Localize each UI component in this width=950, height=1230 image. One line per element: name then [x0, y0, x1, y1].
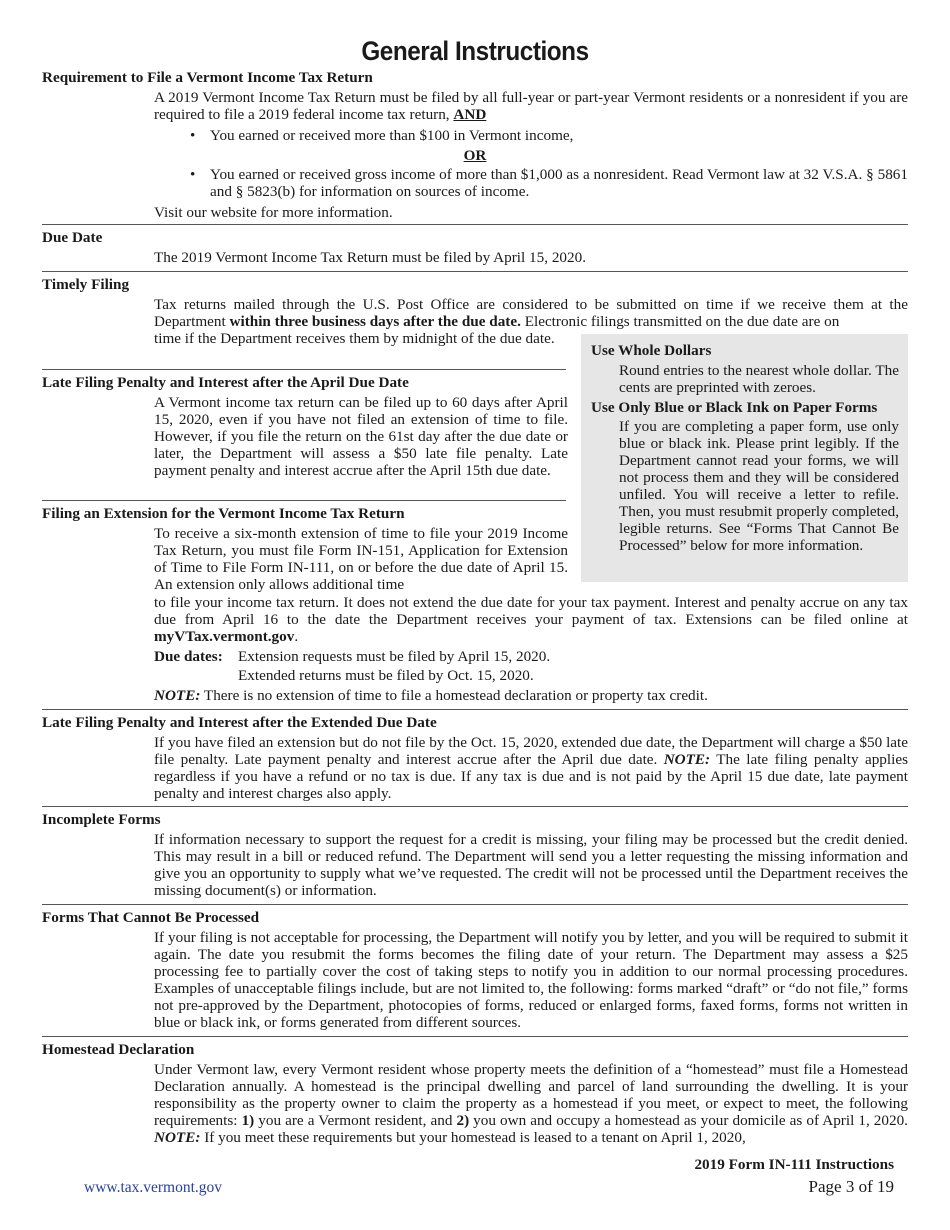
req-visit: Visit our website for more information.: [154, 204, 393, 221]
divider: [42, 1036, 908, 1037]
ext-due-2: Extended returns must be filed by Oct. 15, 2020.: [238, 667, 534, 684]
ext-heading: Filing an Extension for the Vermont Income Tax Return: [42, 505, 405, 522]
late2-note-label: NOTE:: [663, 751, 711, 768]
tips-sidebar: [581, 334, 908, 582]
req-or: OR: [463, 147, 487, 164]
timely-bold: within three business days after the due date.: [229, 313, 521, 330]
ext-text-1: To receive a six-month extension of time to file your 2019 Income Tax Return, you must file Form IN-151, Application for Extension of Time to File Form IN-111, on or before the due date of April 15. An extension only allows additional time: [154, 525, 568, 593]
incomplete-text: If information necessary to support the request for a credit is missing, your filing may be processed but the credit denied. This may result in a bill or reduced refund. The Department will send you a letter requesting the missing information and give you an opportunity to supply what we’ve requested. The credit will not be processed until the Department receives the missing document(s) or information.: [154, 831, 908, 899]
divider: [42, 709, 908, 710]
cannot-text: If your filing is not acceptable for processing, the Department will notify you by letter, and you will be required to submit it again. The date you resubmit the forms becomes the filing date of your return. The Department may assess a $25 processing fee to partially cover the cost of taking steps to notify you in addition to our normal processing procedures. Examples of unacceptable filings include, but are not limited to, the following: forms marked “draft” or “do not file,” forms not pre-approved by the Department, photocopies of forms, reduced or enlarged forms, faxed forms, forms not written in blue or black ink, or forms generated from different sources.: [154, 929, 908, 1031]
divider: [42, 904, 908, 905]
homestead-text: [154, 1061, 908, 1146]
homestead-text-2: you are a Vermont resident, and: [254, 1112, 457, 1129]
homestead-text-3: you own and occupy a homestead as your domicile as of April 1, 2020.: [469, 1112, 908, 1129]
timely-text-1: Tax returns mailed through the U.S. Post Office are considered to be submitted on time if we receive them at the Department: [154, 296, 908, 330]
req-and: AND: [453, 106, 487, 123]
footer-form-title: 2019 Form IN-111 Instructions: [694, 1156, 894, 1173]
footer-website-link[interactable]: www.tax.vermont.gov: [84, 1179, 223, 1196]
bullet-1: •: [190, 127, 196, 144]
homestead-n2: 2): [456, 1112, 470, 1129]
homestead-note-label: NOTE:: [154, 1129, 201, 1146]
timely-text: [154, 296, 908, 330]
divider: [42, 500, 566, 501]
divider: [42, 369, 566, 370]
req-intro: [154, 89, 908, 123]
late2-heading: Late Filing Penalty and Interest after the Extended Due Date: [42, 714, 437, 731]
ext-text-2-body: to file your income tax return. It does not extend the due date for your tax payment. Interest and penalty accrue on any tax due from April 16 to the date the Department receives your payment of tax. Extensions can be filed online at: [154, 594, 908, 628]
late-heading: Late Filing Penalty and Interest after the April Due Date: [42, 374, 409, 391]
ext-text-2: [154, 594, 908, 645]
ext-note-label: NOTE:: [154, 687, 201, 704]
ext-site: myVTax.vermont.gov: [154, 628, 295, 645]
divider: [42, 806, 908, 807]
ext-period: .: [294, 628, 299, 645]
homestead-n1: 1): [241, 1112, 255, 1129]
ext-due-label: Due dates:: [154, 648, 223, 665]
due-heading: Due Date: [42, 229, 103, 246]
late2-text-2: The late filing penalty applies regardless if you have a refund or no tax is due. If any tax is due and is not paid by the April 15 due date, late payment penalty and interest charges also apply.: [154, 751, 908, 802]
late2-text: [154, 734, 908, 802]
sidebar-text-1: Round entries to the nearest whole dollar. The cents are preprinted with zeroes.: [619, 362, 899, 396]
timely-text-2: Electronic filings transmitted on the due date are on: [520, 313, 840, 330]
sidebar-heading-2: Use Only Blue or Black Ink on Paper Forms: [591, 399, 878, 416]
ext-due-1: Extension requests must be filed by April 15, 2020.: [238, 648, 551, 665]
incomplete-heading: Incomplete Forms: [42, 811, 161, 828]
page-title: General Instructions: [361, 36, 589, 66]
req-intro-text: A 2019 Vermont Income Tax Return must be filed by all full-year or part-year Vermont residents or a nonresident if you are required to file a 2019 federal income tax return,: [154, 89, 908, 123]
req-heading: Requirement to File a Vermont Income Tax Return: [42, 69, 373, 86]
footer-page-number: Page 3 of 19: [808, 1177, 894, 1196]
sidebar-text-2: If you are completing a paper form, use only blue or black ink. Please print legibly. If the Department cannot read your forms, we will not process them and they will be considered unfiled. You will receive a letter to refile. Then, you must resubmit properly completed, legible returns. See “Forms That Cannot Be Processed” below for more information.: [619, 418, 899, 554]
homestead-heading: Homestead Declaration: [42, 1041, 195, 1058]
divider: [42, 271, 908, 272]
req-bullet-2: You earned or received gross income of more than $1,000 as a nonresident. Read Vermont law at 32 V.S.A. § 5861 and § 5823(b) for information on sources of income.: [210, 166, 908, 200]
timely-heading: Timely Filing: [42, 276, 130, 293]
cannot-heading: Forms That Cannot Be Processed: [42, 909, 260, 926]
ext-note: [154, 687, 708, 705]
req-bullet-1: You earned or received more than $100 in Vermont income,: [210, 127, 574, 144]
ext-note-text: There is no extension of time to file a homestead declaration or property tax credit.: [200, 687, 708, 704]
late2-text-1: If you have filed an extension but do not file by the Oct. 15, 2020, extended due date, the Department will charge a $50 late file penalty. Late payment penalty and interest accrue after the April due date.: [154, 734, 908, 768]
bullet-2: •: [190, 166, 196, 183]
due-text: The 2019 Vermont Income Tax Return must be filed by April 15, 2020.: [154, 249, 586, 266]
homestead-text-1: Under Vermont law, every Vermont resident whose property meets the definition of a “homestead” must file a Homestead Declaration annually. A homestead is the principal dwelling and parcel of land surrounding the dwelling. It is your responsibility as the property owner to claim the property as a homestead if you meet, or expect to meet, the following requirements:: [154, 1061, 908, 1129]
late-text: A Vermont income tax return can be filed up to 60 days after April 15, 2020, even if you have not filed an extension of time to file. However, if you file the return on the 61st day after the due date or later, the Department will assess a $50 late file penalty. Late payment penalty and interest accrue after the April 15th due date.: [154, 394, 568, 479]
sidebar-heading-1: Use Whole Dollars: [591, 342, 712, 359]
homestead-text-4: If you meet these requirements but your homestead is leased to a tenant on April 1, 2020,: [200, 1129, 746, 1146]
divider: [42, 224, 908, 225]
timely-text-3: time if the Department receives them by midnight of the due date.: [154, 330, 555, 347]
